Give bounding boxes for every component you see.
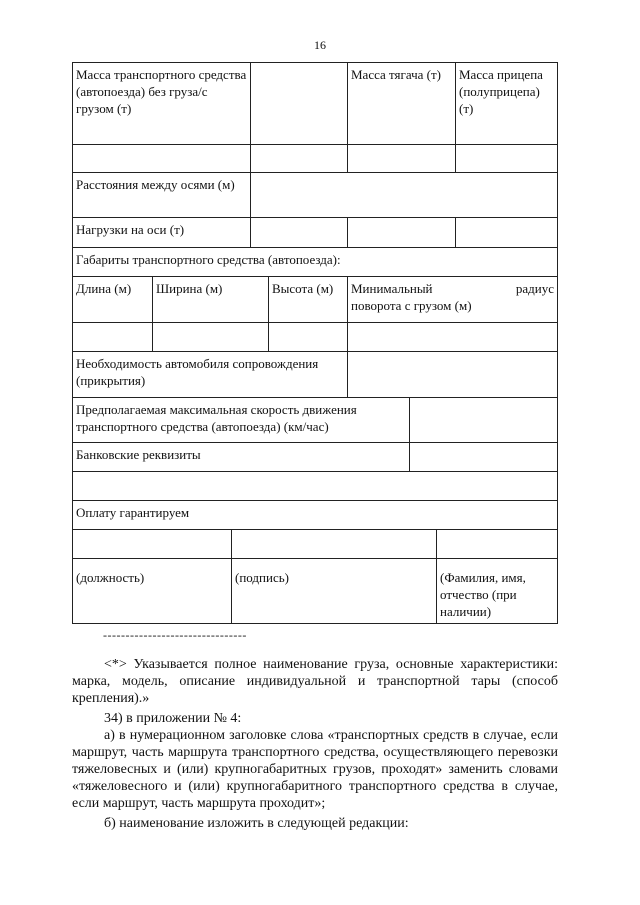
payment-label: Оплату гарантируем bbox=[72, 501, 558, 530]
table-row-dimension-values bbox=[72, 322, 558, 352]
trailer-mass-label: Масса прицепа (полуприцепа) (т) bbox=[455, 63, 558, 145]
signature-label: (подпись) bbox=[231, 559, 436, 623]
table-row-dimensions bbox=[72, 247, 558, 277]
escort-label: Необходимость автомобиля сопровождения (прикрытия) bbox=[72, 352, 347, 398]
length-label: Длина (м) bbox=[72, 277, 152, 323]
axle-distance-value[interactable] bbox=[250, 173, 558, 218]
width-value[interactable] bbox=[152, 323, 268, 352]
tractor-mass-value[interactable] bbox=[347, 145, 455, 173]
trailer-mass-value[interactable] bbox=[455, 145, 558, 173]
axle-load-value-1[interactable] bbox=[250, 218, 347, 248]
escort-value[interactable] bbox=[347, 352, 558, 398]
blank-value[interactable] bbox=[72, 472, 558, 501]
name-label: (Фамилия, имя, отчество (при наличии) bbox=[436, 559, 558, 623]
turn-radius-label-c: поворота с грузом (м) bbox=[351, 298, 472, 313]
height-label: Высота (м) bbox=[268, 277, 347, 323]
bank-label: Банковские реквизиты bbox=[72, 443, 409, 472]
table-row-bank bbox=[72, 442, 558, 472]
table-row-payment bbox=[72, 500, 558, 530]
axle-load-value-3[interactable] bbox=[455, 218, 558, 248]
item-34: 34) в приложении № 4: bbox=[104, 711, 242, 726]
table-row-blank bbox=[72, 471, 558, 501]
width-label: Ширина (м) bbox=[152, 277, 268, 323]
axle-load-value-2[interactable] bbox=[347, 218, 455, 248]
length-value[interactable] bbox=[72, 323, 152, 352]
name-value[interactable] bbox=[436, 530, 558, 559]
table-row-max-speed bbox=[72, 397, 558, 443]
turn-radius-label-a: Минимальный bbox=[351, 281, 433, 296]
axle-load-label: Нагрузки на оси (т) bbox=[72, 218, 250, 248]
application-form-table bbox=[72, 62, 558, 622]
table-row-escort bbox=[72, 351, 558, 398]
signature-value[interactable] bbox=[231, 530, 436, 559]
turn-radius-label-b: радиус bbox=[515, 281, 554, 296]
position-value[interactable] bbox=[72, 530, 231, 559]
position-label: (должность) bbox=[72, 559, 231, 623]
axle-distance-label: Расстояния между осями (м) bbox=[72, 173, 250, 218]
item-a: а) в нумерационном заголовке слова «транспортных средств в случае, если маршрут, часть маршрута транспортного средства, осуществляющего перевозки тяжеловесных и (или) крупногабаритных грузов, проходят» заменить словами «тяжеловесного и (или) крупногабаритного транспортного средства в случае, если маршрут, часть маршрута проходит»; bbox=[72, 728, 558, 811]
mass-value-cell[interactable] bbox=[250, 63, 347, 145]
footnote-text: <*> Указывается полное наименование груза, основные характеристики: марка, модель, описание индивидуальной и транспортной тары (способ крепления).» bbox=[72, 657, 558, 706]
height-value[interactable] bbox=[268, 323, 347, 352]
table-row-signature-captions bbox=[72, 558, 558, 624]
mass-label: Масса транспортного средства (автопоезда) без груза/с грузом (т) bbox=[72, 63, 250, 145]
footnote-separator: -------------------------------- bbox=[103, 628, 247, 642]
max-speed-value[interactable] bbox=[409, 398, 558, 443]
table-row-axle-load bbox=[72, 217, 558, 248]
turn-radius-value[interactable] bbox=[347, 323, 558, 352]
item-b: б) наименование изложить в следующей редакции: bbox=[104, 816, 409, 831]
bank-value[interactable] bbox=[409, 443, 558, 472]
table-row-mass-values bbox=[72, 144, 558, 173]
max-speed-label: Предполагаемая максимальная скорость движения транспортного средства (автопоезда) (км/час) bbox=[72, 398, 409, 443]
table-row-signature-blanks bbox=[72, 529, 558, 559]
turn-radius-label bbox=[347, 277, 558, 323]
tractor-mass-label: Масса тягача (т) bbox=[347, 63, 455, 145]
page-number: 16 bbox=[314, 38, 326, 52]
mass-label-continuation bbox=[72, 145, 250, 173]
mass-value-cell-2[interactable] bbox=[250, 145, 347, 173]
table-row-axle-distance bbox=[72, 172, 558, 218]
table-row-dimension-labels bbox=[72, 276, 558, 323]
table-row-mass bbox=[72, 62, 558, 145]
dimensions-label: Габариты транспортного средства (автопоезда): bbox=[72, 248, 558, 277]
